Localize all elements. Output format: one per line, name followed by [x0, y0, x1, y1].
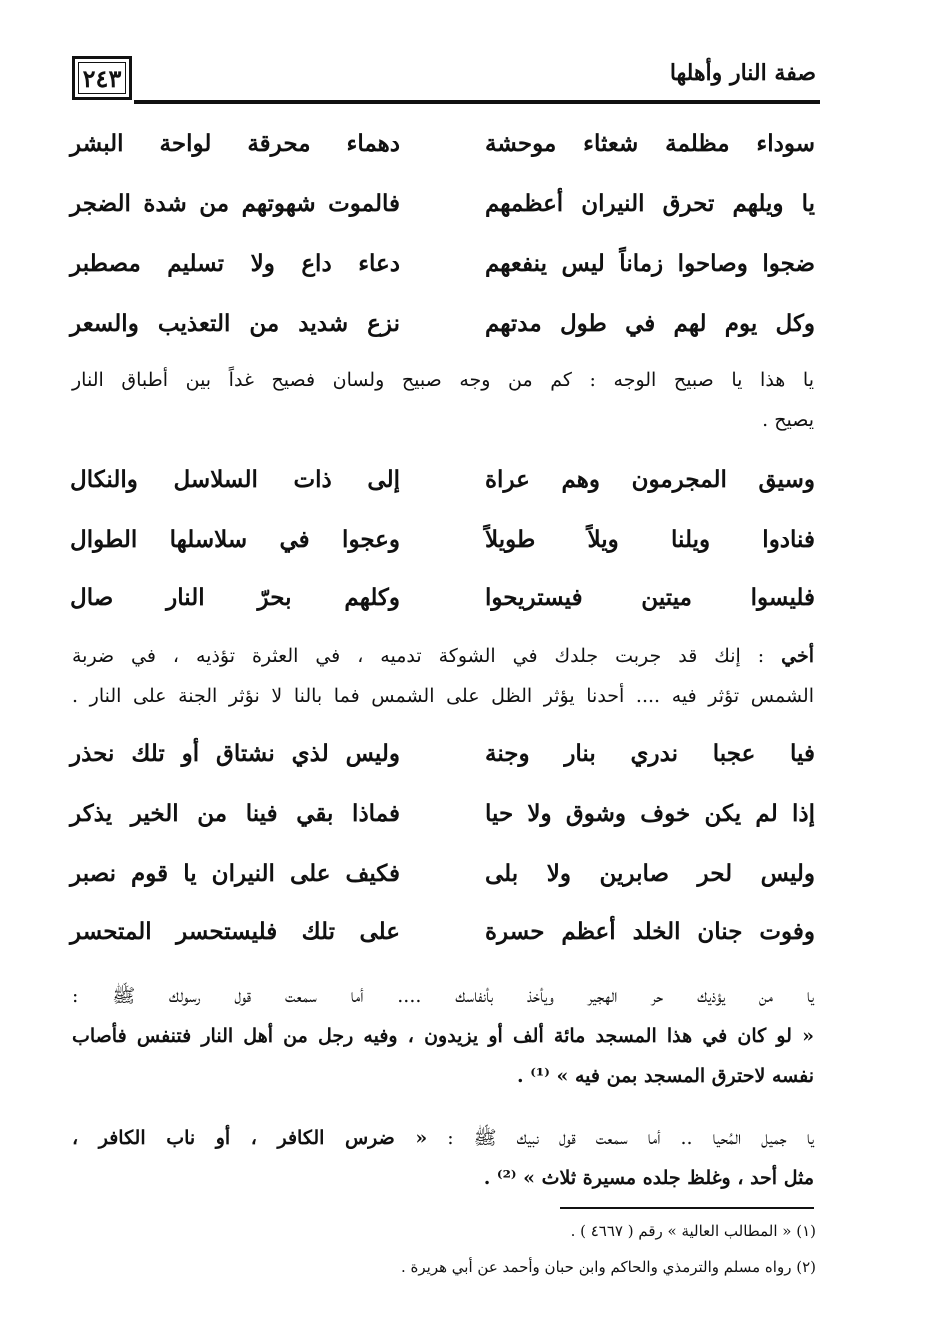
verse-row [70, 250, 815, 294]
verse-first-hemistich: فليسوا ميتين فيستريحوا [485, 584, 815, 611]
hadith-quote-line: مثل أحد ، وغلظ جلده مسيرة ثلاث » ⁽²⁾ . [483, 1167, 814, 1189]
page-number: ٢٤٣ [72, 56, 132, 100]
verse-row [70, 800, 815, 844]
verse-first-hemistich: سوداء مظلمة شعثاء موحشة [485, 130, 815, 157]
page-header [72, 56, 820, 102]
verse-first-hemistich: وسيق المجرمون وهم عراة [485, 466, 815, 493]
hadith-quote: « ضرس الكافر ، أو ناب الكافر ، [72, 1127, 428, 1149]
prose-line [72, 1118, 814, 1158]
prose-paragraph [72, 636, 814, 716]
verse-row [70, 190, 815, 234]
verse-second-hemistich: وليس لذي نشتاق أو تلك نحذر [70, 740, 400, 767]
verse-row [70, 740, 815, 784]
verse-second-hemistich: على تلك فليستحسر المتحسر [70, 918, 400, 945]
verse-first-hemistich: وكل يوم لهم في طول مدتهم [485, 310, 815, 337]
verse-row [70, 310, 815, 354]
prose-paragraph [72, 360, 814, 440]
prose-paragraph [72, 1118, 814, 1198]
prose-paragraph [72, 976, 814, 1096]
verse-first-hemistich: يا ويلهم تحرق النيران أعظمهم [485, 190, 815, 217]
verse-second-hemistich: إلى ذات السلاسل والنكال [70, 466, 400, 493]
verse-first-hemistich: إذا لم يكن خوف وشوق ولا حيا [485, 800, 815, 827]
verse-second-hemistich: فماذا بقي فينا من الخير يذكر [70, 800, 400, 827]
verse-first-hemistich: ضجوا وصاحوا زماناً ليس ينفعهم [485, 250, 815, 277]
verse-second-hemistich: وكلهم بحرّ النار صال [70, 584, 400, 611]
prose-line: يا من يؤذيك حر الهجير ويأخذ بأنفاسك .... أما سمعت قول رسولك ﷺ : [72, 985, 814, 1007]
verse-row [70, 860, 815, 904]
prose-text: يا جميل المُحيا .. أما سمعت قول نبيك ﷺ : [447, 1127, 814, 1149]
verse-first-hemistich: فيا عجبا ندري بنار وجنة [485, 740, 815, 767]
footnote-rule [560, 1207, 814, 1209]
verse-row [70, 130, 815, 174]
verse-second-hemistich: دعاء داع ولا تسليم مصطبر [70, 250, 400, 277]
verse-first-hemistich: وفوت جنان الخلد أعظم حسرة [485, 918, 815, 945]
prose-lead-word: أخي [781, 645, 814, 667]
verse-row [70, 584, 815, 628]
verse-row [70, 918, 815, 962]
footnote: (٢) رواه مسلم والترمذي والحاكم وابن حبان وأحمد عن أبي هريرة . [401, 1258, 816, 1276]
prose-line: يا هذا يا صبيح الوجه : كم من وجه صبيح ولسان فصيح غداً بين أطباق النار [72, 369, 814, 391]
verse-row [70, 466, 815, 510]
running-title: صفة النار وأهلها [669, 60, 816, 86]
prose-line: يصيح . [762, 409, 814, 431]
prose-line [72, 636, 814, 676]
verse-second-hemistich: دهماء محرقة لواحة البشر [70, 130, 400, 157]
verse-second-hemistich: فكيف على النيران يا قوم نصبر [70, 860, 400, 887]
verse-second-hemistich: فالموت شهوتهم من شدة الضجر [70, 190, 400, 217]
hadith-quote-line: نفسه لاحترق المسجد بمن فيه » ⁽¹⁾ . [517, 1065, 814, 1087]
footnote: (١) « المطالب العالية » رقم ( ٤٦٦٧ ) . [570, 1222, 816, 1240]
verse-row [70, 526, 815, 570]
verse-second-hemistich: نزع شديد من التعذيب والسعر [70, 310, 400, 337]
hadith-quote-line: « لو كان في هذا المسجد مائة ألف أو يزيدون ، وفيه رجل من أهل النار فتنفس فأصاب [72, 1025, 814, 1047]
prose-line: الشمس تؤثر فيه .... أحدنا يؤثر الظل على الشمس فما بالنا لا نؤثر الجنة على النار . [72, 685, 814, 707]
header-rule [134, 100, 820, 104]
prose-text: : إنك قد جربت جلدك في الشوكة تدميه ، في العثرة تؤذيه ، في ضربة [72, 645, 765, 667]
verse-first-hemistich: وليس لحر صابرين ولا بلى [485, 860, 815, 887]
verse-first-hemistich: فنادوا ويلنا ويلاً طويلاً [485, 526, 815, 553]
verse-second-hemistich: وعجوا في سلاسلها الطوال [70, 526, 400, 553]
